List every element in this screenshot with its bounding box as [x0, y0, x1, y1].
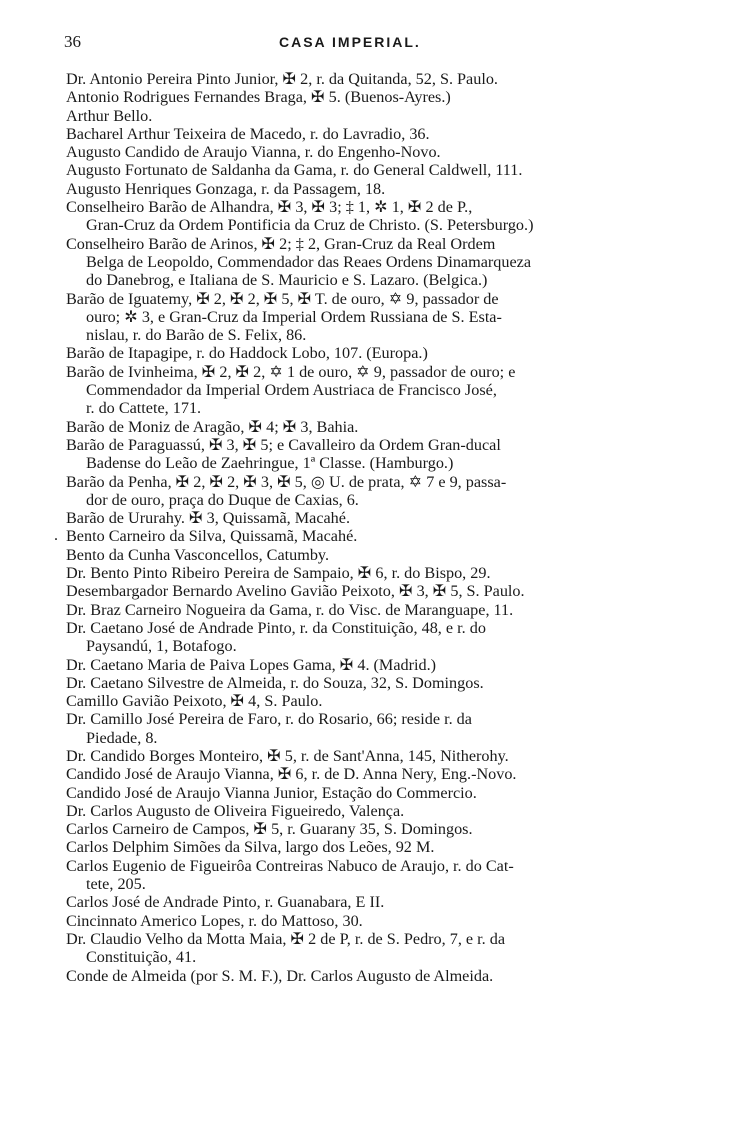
entry-line: Barão da Penha, ✠ 2, ✠ 2, ✠ 3, ✠ 5, ◎ U. de prata, ✡ 7 e 9, passa- [66, 472, 507, 491]
entry-line: Dr. Caetano Maria de Paiva Lopes Gama, ✠ 4. (Madrid.) [66, 655, 437, 674]
page-header [64, 28, 684, 58]
entry-line: Augusto Henriques Gonzaga, r. da Passagem, 18. [66, 179, 386, 198]
entry-line: Bento da Cunha Vasconcellos, Catumby. [66, 545, 330, 564]
entry-line: Barão de Itapagipe, r. do Haddock Lobo, 107. (Europa.) [66, 344, 428, 363]
entry-line: Desembargador Bernardo Avelino Gavião Peixoto, ✠ 3, ✠ 5, S. Paulo. [66, 582, 525, 601]
entry-line: Carlos Carneiro de Campos, ✠ 5, r. Guarany 35, S. Domingos. [66, 820, 473, 839]
entry-line: Dr. Camillo José Pereira de Faro, r. do Rosario, 66; reside r. da [66, 710, 472, 729]
entry-line: Carlos José de Andrade Pinto, r. Guanabara, E II. [66, 893, 385, 912]
entry-line: Candido José de Araujo Vianna Junior, Estação do Commercio. [66, 783, 477, 802]
entry-line: Antonio Rodrigues Fernandes Braga, ✠ 5. (Buenos-Ayres.) [66, 88, 451, 107]
entry-continuation-line: tete, 205. [86, 875, 146, 894]
entry-line: Augusto Candido de Araujo Vianna, r. do Engenho-Novo. [66, 143, 441, 162]
entry-continuation-line: Gran-Cruz da Ordem Pontificia da Cruz de Christo. (S. Petersburgo.) [86, 216, 534, 235]
entry-continuation-line: Belga de Leopoldo, Commendador das Reaes Ordens Dinamarqueza [86, 252, 532, 271]
entry-line: Dr. Candido Borges Monteiro, ✠ 5, r. de Sant'Anna, 145, Nitherohy. [66, 746, 509, 765]
entry-line: Dr. Bento Pinto Ribeiro Pereira de Sampaio, ✠ 6, r. do Bispo, 29. [66, 564, 491, 583]
entry-continuation-line: do Danebrog, e Italiana de S. Mauricio e S. Lazaro. (Belgica.) [86, 271, 488, 290]
entry-continuation-line: dor de ouro, praça do Duque de Caxias, 6. [86, 490, 359, 509]
directory-entries [0, 70, 736, 985]
entry-continuation-line: nislau, r. do Barão de S. Felix, 86. [86, 326, 307, 345]
entry-line: Dr. Antonio Pereira Pinto Junior, ✠ 2, r. da Quitanda, 52, S. Paulo. [66, 70, 498, 88]
entry-line: Dr. Caetano Silvestre de Almeida, r. do Souza, 32, S. Domingos. [66, 673, 484, 692]
entry-line: Barão de Ivinheima, ✠ 2, ✠ 2, ✡ 1 de ouro, ✡ 9, passador de ouro; e [66, 362, 516, 381]
entry-line: Bento Carneiro da Silva, Quissamã, Macahé. . [54, 527, 358, 546]
entry-line: Carlos Delphim Simões da Silva, largo dos Leões, 92 M. [66, 838, 435, 857]
entry-line: Dr. Braz Carneiro Nogueira da Gama, r. do Visc. de Maranguape, 11. [66, 600, 514, 619]
entry-continuation-line: Piedade, 8. [86, 728, 158, 747]
entry-line: Barão de Ururahy. ✠ 3, Quissamã, Macahé. [66, 509, 351, 528]
entry-line: Bacharel Arthur Teixeira de Macedo, r. do Lavradio, 36. [66, 124, 430, 143]
entry-line: Conselheiro Barão de Arinos, ✠ 2; ‡ 2, Gran-Cruz da Real Ordem [66, 234, 496, 253]
entry-line: Conde de Almeida (por S. M. F.), Dr. Carlos Augusto de Almeida. [66, 966, 494, 985]
entry-line: Dr. Caetano José de Andrade Pinto, r. da Constituição, 48, e r. do [66, 618, 486, 637]
entry-continuation-line: Paysandú, 1, Botafogo. [86, 637, 237, 656]
entry-continuation-line: ouro; ✲ 3, e Gran-Cruz da Imperial Ordem Russiana de S. Esta- [86, 307, 502, 326]
entry-line: Carlos Eugenio de Figueirôa Contreiras Nabuco de Araujo, r. do Cat- [66, 856, 514, 875]
entry-continuation-line: r. do Cattete, 171. [86, 399, 202, 418]
entry-line: Dr. Claudio Velho da Motta Maia, ✠ 2 de P, r. de S. Pedro, 7, e r. da [66, 929, 506, 948]
entry-continuation-line: Constituição, 41. [86, 948, 197, 967]
running-head: CASA IMPERIAL. [279, 34, 421, 50]
entry-line: Camillo Gavião Peixoto, ✠ 4, S. Paulo. [66, 692, 323, 711]
entry-line: Barão de Iguatemy, ✠ 2, ✠ 2, ✠ 5, ✠ T. de ouro, ✡ 9, passador de [66, 289, 499, 308]
entry-line: Arthur Bello. [66, 106, 153, 125]
margin-mark: . [54, 527, 58, 545]
entry-line: Barão de Moniz de Aragão, ✠ 4; ✠ 3, Bahia. [66, 417, 359, 436]
entry-line: Barão de Paraguassú, ✠ 3, ✠ 5; e Cavalleiro da Ordem Gran-ducal [66, 435, 501, 454]
entry-continuation-line: Badense do Leão de Zaehringue, 1ª Classe. (Hamburgo.) [86, 454, 454, 473]
page-number: 36 [64, 32, 81, 51]
entry-line: Candido José de Araujo Vianna, ✠ 6, r. de D. Anna Nery, Eng.-Novo. [66, 765, 517, 784]
entry-line: Conselheiro Barão de Alhandra, ✠ 3, ✠ 3; ‡ 1, ✲ 1, ✠ 2 de P., [66, 198, 473, 217]
entry-line: Dr. Carlos Augusto de Oliveira Figueiredo, Valença. [66, 801, 405, 820]
entry-line: Cincinnato Americo Lopes, r. do Mattoso, 30. [66, 911, 363, 930]
entry-continuation-line: Commendador da Imperial Ordem Austriaca de Francisco José, [86, 381, 497, 400]
entry-line: Augusto Fortunato de Saldanha da Gama, r. do General Caldwell, 111. [66, 161, 523, 180]
